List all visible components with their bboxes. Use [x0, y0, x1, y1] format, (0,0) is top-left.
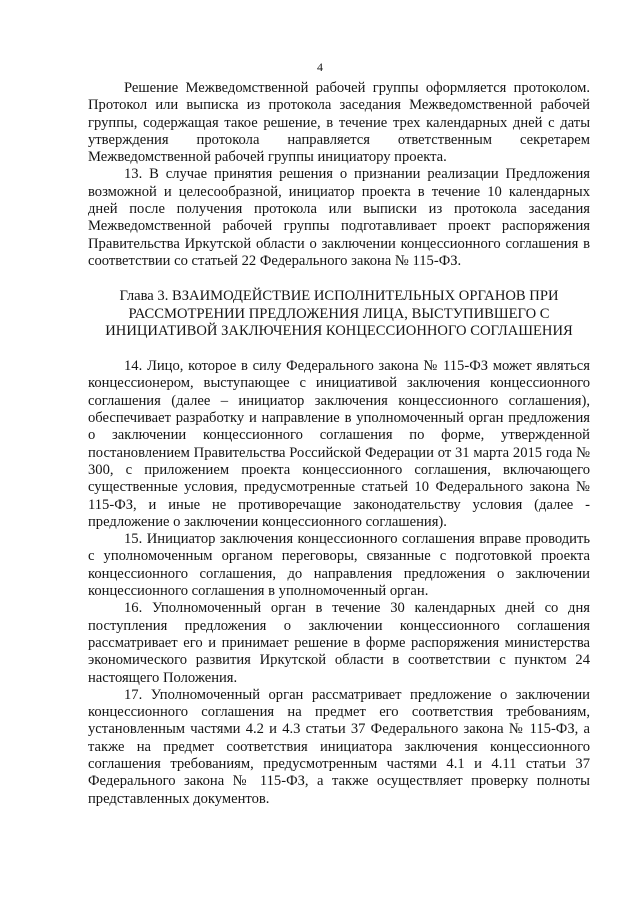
- paragraph-15: 15. Инициатор заключения концессионного соглашения вправе проводить с уполномоченным органом переговоры, связанные с подготовкой проекта концессионного соглашения, до направления предложения о заключении концессионного соглашения в уполномоченный орган.: [88, 531, 590, 600]
- chapter-heading-line: Глава 3. ВЗАИМОДЕЙСТВИЕ ИСПОЛНИТЕЛЬНЫХ ОРГАНОВ ПРИ: [119, 288, 559, 305]
- paragraph-13: 13. В случае принятия решения о признании реализации Предложения возможной и целесообразной, инициатор проекта в течение 10 календарных дней после получения протокола или выписки из протокола заседания Межведомственной рабочей группы подготавливает проект распоряжения Правительства Иркутской области о заключении концессионного соглашения в соответствии со статьей 22 Федерального закона № 115-ФЗ.: [88, 166, 590, 269]
- chapter-heading-line: ИНИЦИАТИВОЙ ЗАКЛЮЧЕНИЯ КОНЦЕССИОННОГО СОГЛАШЕНИЯ: [105, 322, 573, 339]
- page-number: 4: [317, 60, 323, 74]
- paragraph-16: 16. Уполномоченный орган в течение 30 календарных дней со дня поступления предложения о заключении концессионного соглашения рассматривает его и принимает решение в форме распоряжения министерства экономического развития Иркутской области в соответствии с пунктом 24 настоящего Положения.: [88, 600, 590, 686]
- paragraph-17: 17. Уполномоченный орган рассматривает предложение о заключении концессионного соглашения на предмет его соответствия требованиям, установленным частями 4.2 и 4.3 статьи 37 Федерального закона № 115-ФЗ, а также на предмет соответствия инициатора заключения концессионного соглашения требованиям, предусмотренным частями 4.1 и 4.11 статьи 37 Федерального закона № 115-ФЗ, а также осуществляет проверку полноты представленных документов.: [88, 686, 590, 807]
- paragraph-protocol: Решение Межведомственной рабочей группы оформляется протоколом. Протокол или выписка из протокола заседания Межведомственной рабочей группы, содержащая такое решение, в течение трех календарных дней с даты утверждения протокола направляется ответственным секретарем Межведомственной рабочей группы инициатору проекта.: [88, 80, 590, 166]
- chapter-heading: [88, 288, 590, 340]
- chapter-heading-line: РАССМОТРЕНИИ ПРЕДЛОЖЕНИЯ ЛИЦА, ВЫСТУПИВШЕГО С: [128, 305, 550, 322]
- paragraph-14: 14. Лицо, которое в силу Федерального закона № 115-ФЗ может являться концессионером, выступающее с инициативой заключения концессионного соглашения (далее – инициатор заключения концессионного соглашения), обеспечивает разработку и направление в уполномоченный орган предложения о заключении концессионного соглашения по форме, утвержденной постановлением Правительства Российской Федерации от 31 марта 2015 года № 300, с приложением проекта концессионного соглашения, включающего существенные условия, предусмотренные статьей 10 Федерального закона № 115-ФЗ, и иные не противоречащие законодательству условия (далее - предложение о заключении концессионного соглашения).: [88, 358, 590, 530]
- document-body: [88, 80, 590, 808]
